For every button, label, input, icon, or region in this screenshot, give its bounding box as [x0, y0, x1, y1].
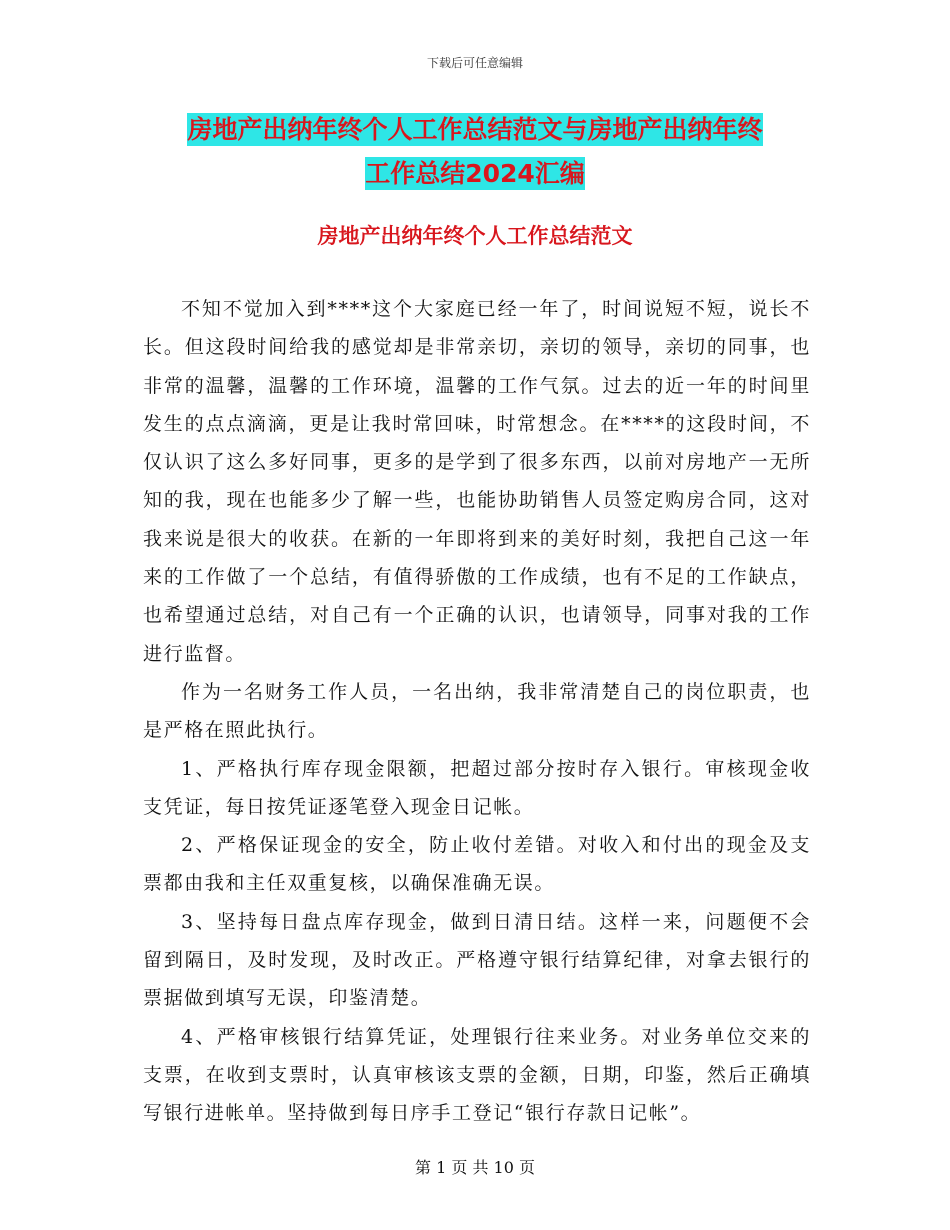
- document-title-line-1: 房地产出纳年终个人工作总结范文与房地产出纳年终: [187, 115, 763, 144]
- paragraph-item-2: 2、严格保证现金的安全，防止收付差错。对收入和付出的现金及支票都由我和主任双重复核，以确保准确无误。: [143, 834, 811, 895]
- page-number: 第 1 页 共 10 页: [415, 1158, 535, 1177]
- section-title: 房地产出纳年终个人工作总结范文: [317, 224, 633, 248]
- paragraph-duty: 作为一名财务工作人员，一名出纳，我非常清楚自己的岗位职责，也是严格在照此执行。: [143, 680, 811, 742]
- paragraph-intro: 不知不觉加入到****这个大家庭已经一年了，时间说短不短，说长不长。但这段时间给我的感觉却是非常亲切，亲切的领导，亲切的同事，也非常的温馨，温馨的工作环境，温馨的工作气氛。过去的近一年的时间里发生的点点滴滴，更是让我时常回味，时常想念。在****的这段时间，不仅认识了这么多好同事，更多的是学到了很多东西，以前对房地产一无所知的我，现在也能多少了解一些，也能协助销售人员签定购房合同，这对我来说是很大的收获。在新的一年即将到来的美好时刻，我把自己这一年来的工作做了一个总结，有值得骄傲的工作成绩，也有不足的工作缺点，也希望通过总结，对自己有一个正确的认识，也请领导，同事对我的工作进行监督。: [143, 298, 811, 665]
- paragraph-item-4: 4、严格审核银行结算凭证，处理银行往来业务。对业务单位交来的支票，在收到支票时，认真审核该支票的金额，日期，印鉴，然后正确填写银行进帐单。坚持做到每日序手工登记“银行存款日记帐”。: [143, 1025, 811, 1125]
- header-note: 下载后可任意编辑: [426, 56, 523, 70]
- paragraph-item-3: 3、坚持每日盘点库存现金，做到日清日结。这样一来，问题便不会留到隔日，及时发现，及时改正。严格遵守银行结算纪律，对拿去银行的票据做到填写无误，印鉴清楚。: [143, 910, 811, 1010]
- paragraph-item-1: 1、严格执行库存现金限额，把超过部分按时存入银行。审核现金收支凭证，每日按凭证逐笔登入现金日记帐。: [143, 757, 811, 818]
- document-title: [140, 108, 810, 196]
- document-body: [143, 290, 811, 1133]
- document-title-line-2: 工作总结2024汇编: [365, 159, 585, 188]
